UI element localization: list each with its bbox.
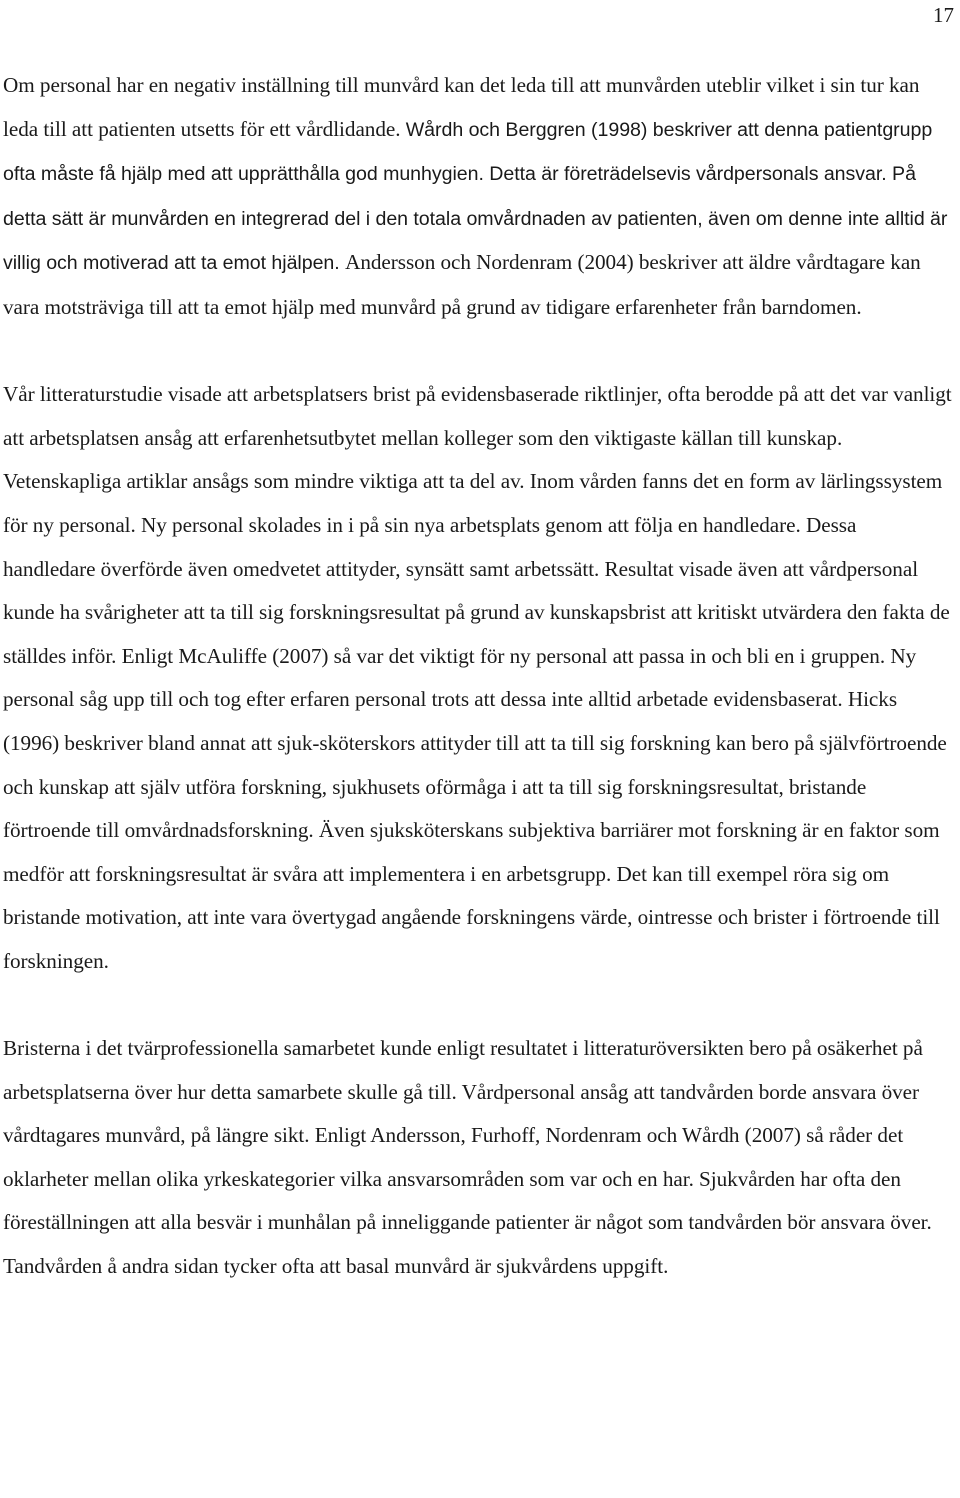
- page-body: [3, 64, 953, 1289]
- paragraph-collaboration-gaps: [3, 1027, 953, 1289]
- paragraph-2-run-1: Vår litteraturstudie visade att arbetsplatsers brist på evidensbaserade riktlinjer, ofta berodde på att det var vanligt att arbetsplatsen ansåg att erfarenhetsutbytet mellan kolleger som den viktigaste källan till kunskap. Vetenskapliga artiklar ansågs som mindre viktiga att ta del av. Inom vården fanns det en form av lärlingssystem för ny personal. Ny personal skolades in i på sin nya arbetsplats genom att följa en handledare. Dessa handledare överförde även omedvetet attityder, synsätt samt arbetssätt. Resultat visade även att vårdpersonal kunde ha svårigheter att ta till sig forskningsresultat på grund av kunskapsbrist att kritiskt utvärdera den fakta de ställdes inför. Enligt McAuliffe (2007) så var det viktigt för ny personal att passa in och bli en i gruppen. Ny personal såg upp till och tog efter erfaren personal trots att dessa inte alltid arbetade evidensbaserat. Hicks (1996) beskriver bland annat att sjuk-sköterskors attityder till att ta till sig forskning kan bero på självförtroende och kunskap att själv utföra forskning, sjukhusets oförmåga i att ta till sig forskningsresultat, bristande förtroende till omvårdnadsforskning. Även sjuksköterskans subjektiva barriärer mot forskning är en faktor som medför att forskningsresultat är svåra att implementera i en arbetsgrupp. Det kan till exempel röra sig om bristande motivation, att inte vara övertygad angående forskningens värde, ointresse och brister i förtroende till forskningen.: [3, 382, 952, 973]
- paragraph-literature-study: [3, 373, 953, 983]
- paragraph-1-run-2: Wårdh och Berggren (1998) beskriver att denna patientgrupp ofta måste få hjälp med att upprätthålla god munhygien. Detta är företrädelsevis vårdpersonals ansvar. På detta sätt är munvården en integrerad del i den totala omvårdnaden av patienten, även om denne inte alltid är villig och motiverad att ta emot hjälpen.: [3, 118, 948, 275]
- paragraph-oral-care-attitudes: [3, 64, 953, 330]
- page-number: 17: [933, 3, 954, 27]
- paragraph-1-run-3: Andersson och Nordenram (2004) beskriver att äldre vårdtagare kan vara motsträviga till att ta emot hjälp med munvård på grund av tidigare erfarenheter från barndomen.: [3, 250, 921, 319]
- paragraph-1-run-1: Om personal har en negativ inställning till munvård kan det leda till att munvården uteblir vilket i sin tur kan leda till att patienten utsetts för ett vårdlidande.: [3, 73, 920, 141]
- paragraph-3-run-1: Bristerna i det tvärprofessionella samarbetet kunde enligt resultatet i litteraturöversikten bero på osäkerhet på arbetsplatserna över hur detta samarbete skulle gå till. Vårdpersonal ansåg att tandvården borde ansvara över vårdtagares munvård, på längre sikt. Enligt Andersson, Furhoff, Nordenram och Wårdh (2007) så råder det oklarheter mellan olika yrkeskategorier vilka ansvarsområden som var och en har. Sjukvården har ofta den föreställningen att alla besvär i munhålan på inneliggande patienter är något som tandvården bör ansvara över. Tandvården å andra sidan tycker ofta att basal munvård är sjukvårdens uppgift.: [3, 1036, 932, 1279]
